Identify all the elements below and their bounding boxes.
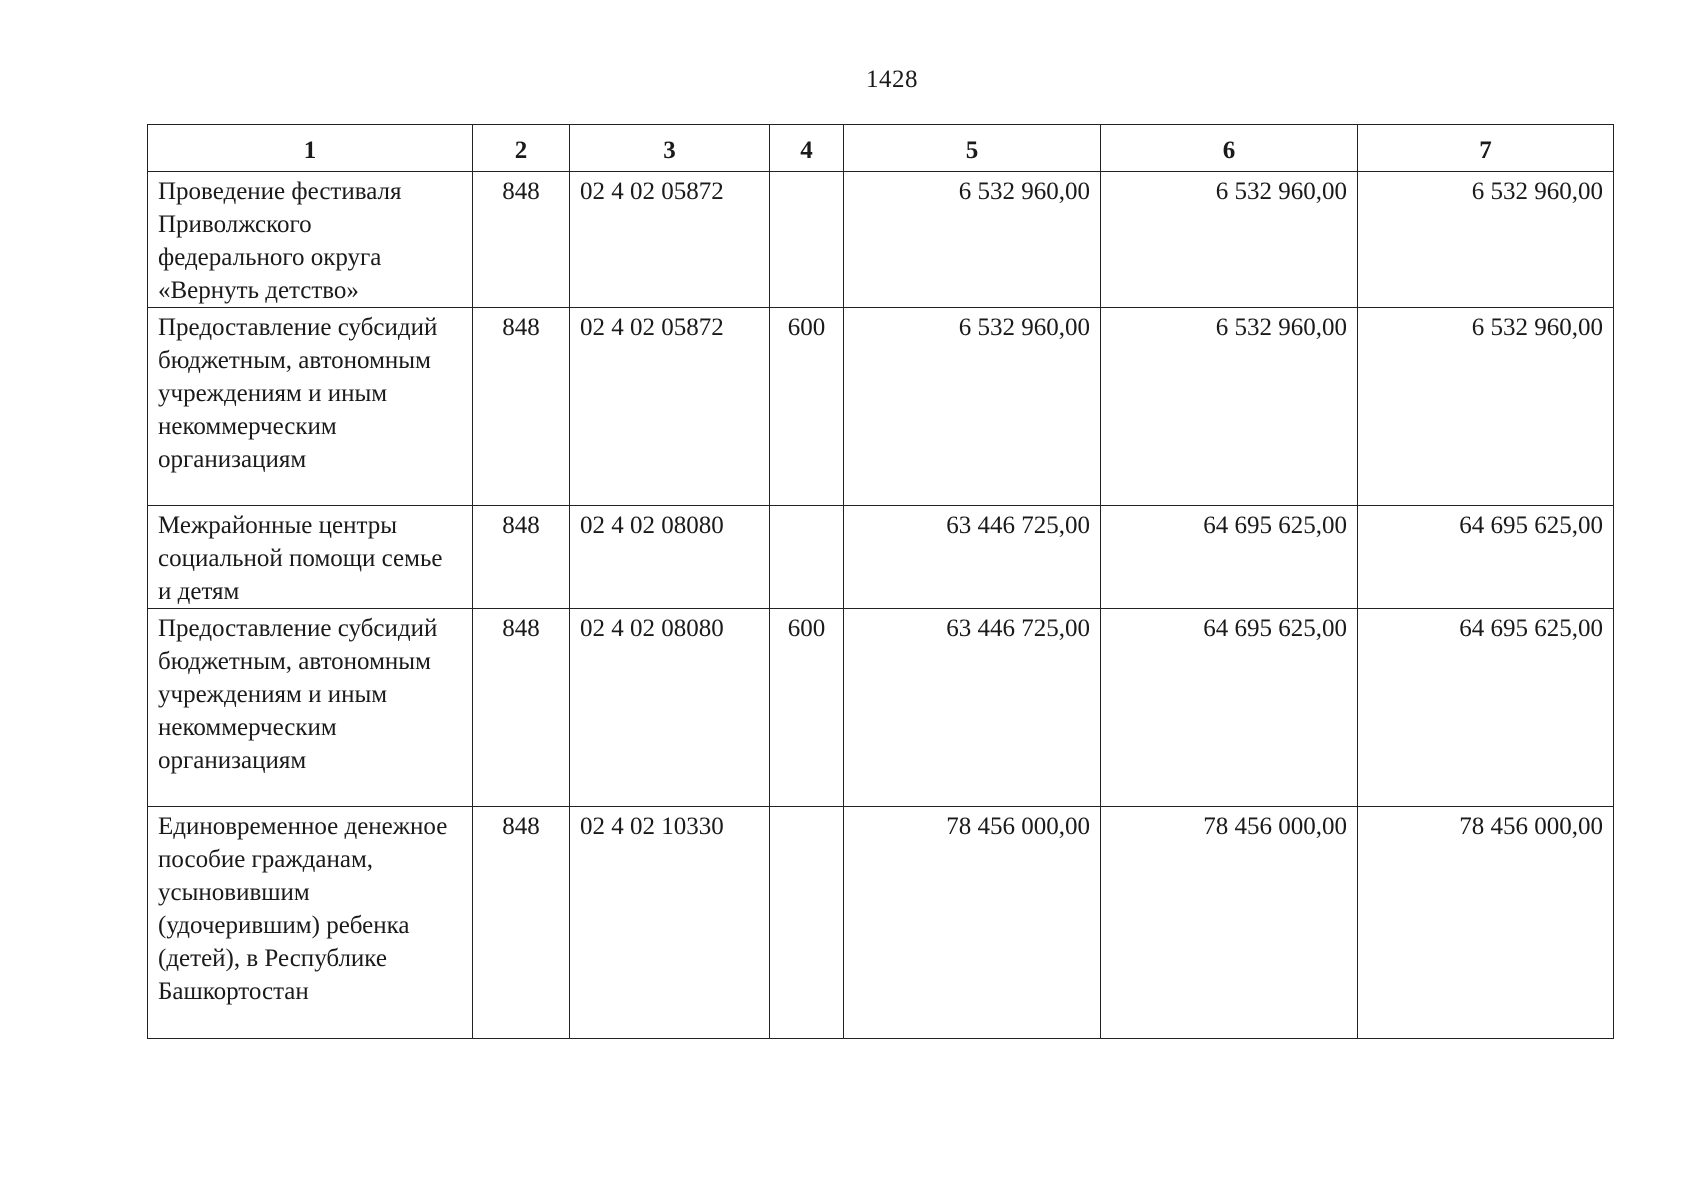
table-row [148,172,1614,308]
column-header: 2 [473,125,570,172]
row-expense-type: 600 [770,308,844,506]
row-code: 848 [473,807,570,1039]
row-amount-7: 64 695 625,00 [1358,609,1614,807]
row-amount-6: 6 532 960,00 [1101,172,1358,308]
row-name: Предоставление субсидий бюджетным, автономным учреждениям и иным некоммерческим организациям [148,609,473,807]
row-name: Предоставление субсидий бюджетным, автономным учреждениям и иным некоммерческим организациям [148,308,473,506]
row-name: Единовременное денежное пособие гражданам, усыновившим (удочерившим) ребенка (детей), в Республике Башкортостан [148,807,473,1039]
row-amount-6: 64 695 625,00 [1101,506,1358,609]
row-amount-6: 78 456 000,00 [1101,807,1358,1039]
row-amount-7: 64 695 625,00 [1358,506,1614,609]
row-amount-6: 64 695 625,00 [1101,609,1358,807]
row-amount-6: 6 532 960,00 [1101,308,1358,506]
row-target-article: 02 4 02 08080 [570,609,770,807]
row-target-article: 02 4 02 05872 [570,308,770,506]
column-header: 3 [570,125,770,172]
row-name: Межрайонные центры социальной помощи семье и детям [148,506,473,609]
row-target-article: 02 4 02 05872 [570,172,770,308]
table-row [148,807,1614,1039]
row-expense-type [770,506,844,609]
row-amount-7: 78 456 000,00 [1358,807,1614,1039]
row-amount-5: 63 446 725,00 [844,609,1101,807]
table-row [148,609,1614,807]
row-amount-5: 63 446 725,00 [844,506,1101,609]
row-expense-type: 600 [770,609,844,807]
column-header: 4 [770,125,844,172]
column-header: 7 [1358,125,1614,172]
column-header: 1 [148,125,473,172]
row-target-article: 02 4 02 08080 [570,506,770,609]
row-code: 848 [473,609,570,807]
row-code: 848 [473,172,570,308]
row-expense-type [770,807,844,1039]
column-header: 5 [844,125,1101,172]
row-code: 848 [473,308,570,506]
row-amount-5: 6 532 960,00 [844,308,1101,506]
row-expense-type [770,172,844,308]
row-amount-5: 6 532 960,00 [844,172,1101,308]
table-row [148,506,1614,609]
row-name: Проведение фестиваля Приволжского федерального округа «Вернуть детство» [148,172,473,308]
table-header-row [148,125,1614,172]
row-target-article: 02 4 02 10330 [570,807,770,1039]
row-code: 848 [473,506,570,609]
column-header: 6 [1101,125,1358,172]
budget-table [147,124,1614,1039]
row-amount-7: 6 532 960,00 [1358,308,1614,506]
row-amount-7: 6 532 960,00 [1358,172,1614,308]
row-amount-5: 78 456 000,00 [844,807,1101,1039]
table-row [148,308,1614,506]
page-number: 1428 [866,66,918,93]
